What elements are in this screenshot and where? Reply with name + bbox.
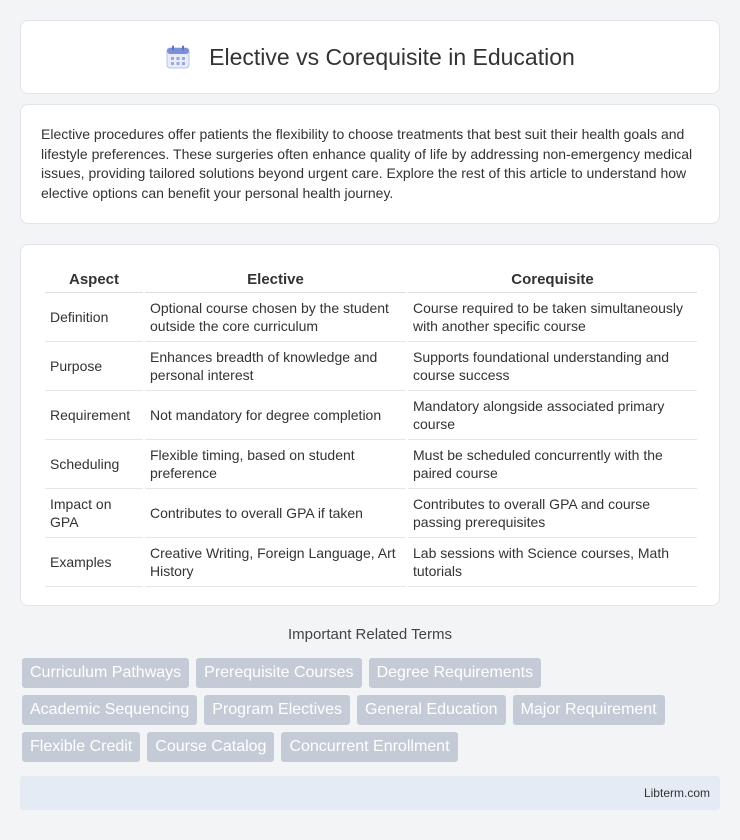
table-row [45,342,697,391]
table-row [45,293,697,342]
table-row [45,538,697,587]
related-term-tag[interactable]: Concurrent Enrollment [281,732,457,762]
row-corequisite: Mandatory alongside associated primary course [408,391,697,440]
related-term-tag[interactable]: Curriculum Pathways [22,658,189,688]
related-term-tag[interactable]: General Education [357,695,506,725]
table-header-row [45,265,697,293]
row-elective: Creative Writing, Foreign Language, Art History [145,538,406,587]
row-corequisite: Lab sessions with Science courses, Math tutorials [408,538,697,587]
intro-card [20,104,720,224]
table-row [45,391,697,440]
page-title: Elective vs Corequisite in Education [209,43,575,70]
comparison-table [43,265,699,587]
row-aspect: Examples [45,538,143,587]
row-elective: Enhances breadth of knowledge and personal interest [145,342,406,391]
row-aspect: Definition [45,293,143,342]
intro-paragraph: Elective procedures offer patients the flexibility to choose treatments that best suit their health goals and lifestyle preferences. These surgeries often enhance quality of life by addressing non-emergency medical issues, providing tailored solutions beyond urgent care. Explore the rest of this article to understand how elective options can benefit your personal health journey. [41,126,693,201]
related-term-tag[interactable]: Course Catalog [147,732,274,762]
table-row [45,440,697,489]
title-card [20,20,720,94]
related-terms-list [22,658,722,762]
row-aspect: Impact on GPA [45,489,143,538]
row-elective: Flexible timing, based on student preference [145,440,406,489]
row-corequisite: Course required to be taken simultaneously with another specific course [408,293,697,342]
footer-site-link[interactable]: Libterm.com [643,786,710,800]
row-aspect: Purpose [45,342,143,391]
related-term-tag[interactable]: Prerequisite Courses [196,658,361,688]
row-elective: Contributes to overall GPA if taken [145,489,406,538]
row-corequisite: Must be scheduled concurrently with the paired course [408,440,697,489]
related-term-tag[interactable]: Major Requirement [513,695,665,725]
row-aspect: Requirement [45,391,143,440]
related-term-tag[interactable]: Program Electives [204,695,350,725]
related-term-tag[interactable]: Academic Sequencing [22,695,197,725]
table-row [45,489,697,538]
row-aspect: Scheduling [45,440,143,489]
row-elective: Not mandatory for degree completion [145,391,406,440]
related-term-tag[interactable]: Flexible Credit [22,732,140,762]
comparison-card [20,244,720,606]
row-elective: Optional course chosen by the student outside the core curriculum [145,293,406,342]
related-terms-title: Important Related Terms [288,626,452,643]
row-corequisite: Supports foundational understanding and course success [408,342,697,391]
header-aspect: Aspect [45,265,143,293]
row-corequisite: Contributes to overall GPA and course passing prerequisites [408,489,697,538]
related-term-tag[interactable]: Degree Requirements [369,658,542,688]
footer [20,776,720,810]
header-elective: Elective [145,265,406,293]
calendar-icon [165,44,191,70]
header-corequisite: Corequisite [408,265,697,293]
